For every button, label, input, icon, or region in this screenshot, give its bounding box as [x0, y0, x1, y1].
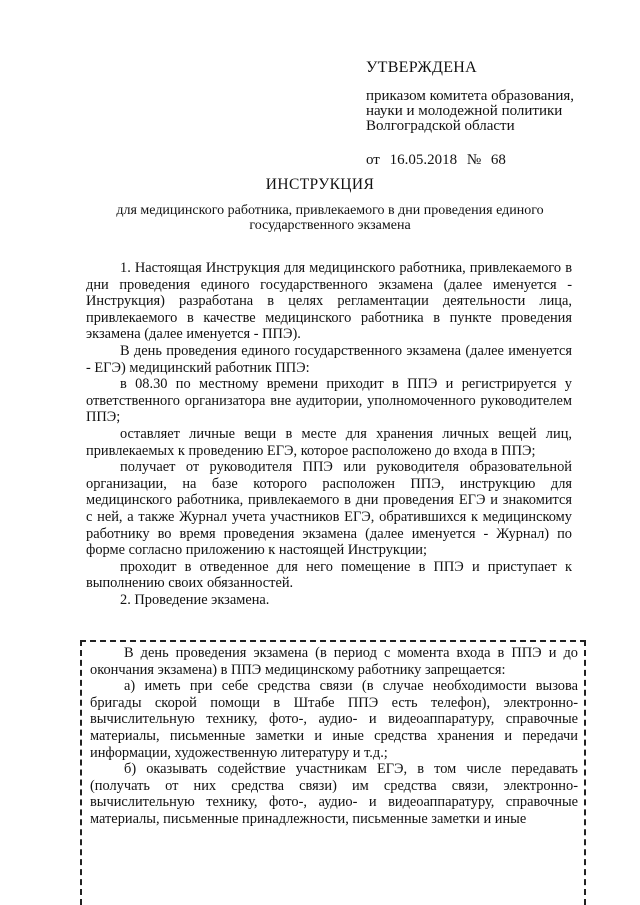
- dashed-box: [80, 640, 586, 905]
- section-heading: 2. Проведение экзамена.: [120, 591, 270, 608]
- paragraph: оставляет личные вещи в месте для хранения личных вещей лиц, привлекаемых к проведению ЕГЭ, которое расположено до входа в ППЭ;: [86, 425, 572, 459]
- boxed-paragraph: В день проведения экзамена (в период с момента входа в ППЭ и до окончания экзамена) в ППЭ медицинскому работнику запрещается:: [90, 645, 578, 678]
- paragraph: В день проведения единого государственного экзамена (далее именуется - ЕГЭ) медицинский работник ППЭ:: [86, 342, 572, 376]
- approval-order-line: науки и молодежной политики: [366, 103, 563, 119]
- approval-order: [366, 89, 616, 134]
- approval-order-line: приказом комитета образования,: [366, 88, 575, 104]
- approval-heading: УТВЕРЖДЕНА: [366, 59, 478, 76]
- paragraph: 1. Настоящая Инструкция для медицинского работника, привлекаемого в дни проведения единого государственного экзамена (далее именуется - Инструкция) разработана в целях регламентации деятельности лица, привлекаемого в качестве медицинского работника в пункте проведения экзамена (далее именуется - ППЭ).: [86, 260, 572, 343]
- approval-date: от 16.05.2018 № 68: [366, 152, 506, 168]
- paragraph: проходит в отведенное для него помещение в ППЭ и приступает к выполнению своих обязанностей.: [86, 558, 572, 592]
- document-body: [86, 260, 572, 608]
- document-title: ИНСТРУКЦИЯ: [265, 176, 375, 193]
- paragraph: в 08.30 по местному времени приходит в ППЭ и регистрируется у ответственного организатора вне аудитории, уполномоченного руководителем ППЭ;: [86, 376, 572, 426]
- approval-order-line: Волгоградской области: [366, 118, 515, 134]
- boxed-paragraph: б) оказывать содействие участникам ЕГЭ, в том числе передавать (получать от них средства связи) им средства связи, электронно-вычислительную технику, фото-, аудио- и видеоаппаратуру, справочные материалы, письменные принадлежности, письменные заметки и иные: [90, 761, 578, 827]
- paragraph: получает от руководителя ППЭ или руководителя образовательной организации, на базе которого расположен ППЭ, инструкцию для медицинского работника, привлекаемого в дни проведения ЕГЭ и знакомится с ней, а также Журнал учета участников ЕГЭ, обратившихся к медицинскому работнику во время проведения экзамена (далее именуется - Журнал) по форме согласно приложению к настоящей Инструкции;: [86, 459, 572, 559]
- document-subtitle: для медицинского работника, привлекаемого в дни проведения единого государственного экзамена: [116, 203, 544, 233]
- approval-stamp: [366, 60, 616, 168]
- boxed-paragraph: а) иметь при себе средства связи (в случае необходимости вызова бригады скорой помощи в Штабе ППЭ есть телефон), электронно-вычислительную технику, фото-, аудио- и видеоаппаратуру, справочные материалы, письменные заметки и иные средства хранения и передачи информации, художественную литературу и т.д.;: [90, 678, 578, 761]
